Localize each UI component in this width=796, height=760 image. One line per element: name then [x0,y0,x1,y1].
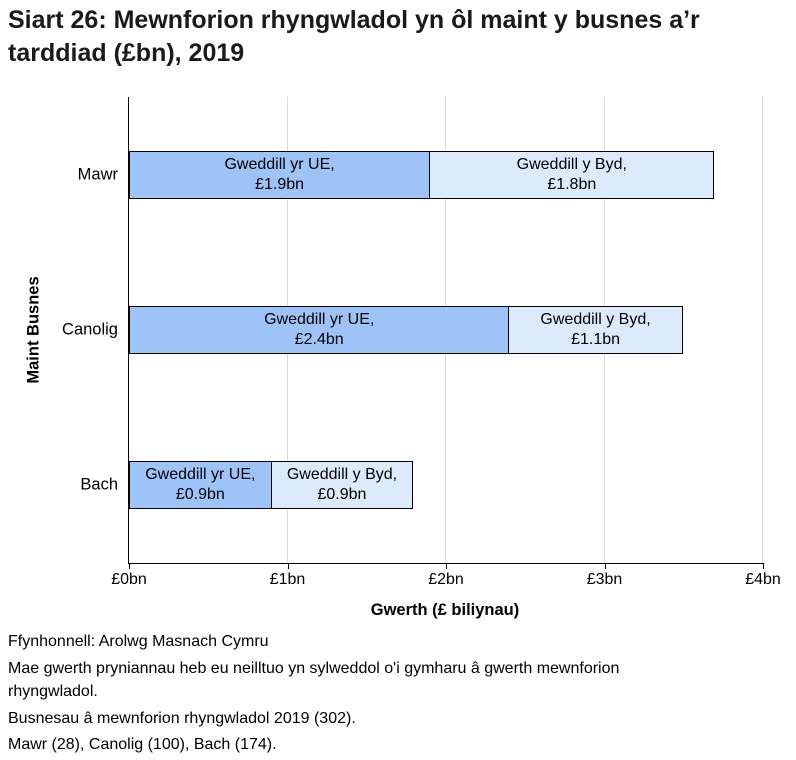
footnotes [8,630,790,760]
bar-segment-gweddill-y-byd-bach [271,461,414,509]
bar-segment-gweddill-yr-ue-canolig [129,306,509,354]
plot-area [111,97,781,588]
footnote-line: Ffynhonnell: Arolwg Masnach Cymru [8,633,269,650]
footnote-line: Mawr (28), Canolig (100), Bach (174). [8,736,277,753]
bar-row-bach [129,461,763,509]
category-label-canolig: Canolig [62,320,118,339]
bar-segment-gweddill-yr-ue-bach [129,461,272,509]
bar-segment-series-label: Gweddill y Byd, [540,311,651,329]
x-axis-title: Gwerth (£ biliynau) [370,601,520,619]
footnote-line: rhyngwladol. [8,683,98,700]
footnote-line: Mae gwerth pryniannau heb eu neilltuo yn sylweddol o'i gymharu â gwerth mewnforion [8,659,620,677]
bar-row-mawr [129,151,763,199]
footnote-2 [8,657,790,704]
bar-segment-value-label: £0.9bn [175,486,225,504]
bar-segment-series-label: Gweddill y Byd, [286,466,398,484]
x-axis-tick-label-3: £3bn [586,571,623,588]
x-axis-tick-0 [129,563,130,569]
bar-segment-value-label: £1.1bn [571,331,621,349]
footnote-4 [8,733,790,757]
bar-segment-series-label: Gweddill yr UE, [264,311,375,329]
y-axis-labels [0,97,128,563]
x-axis-tick-2 [446,563,447,569]
bar-segment-value-label: £2.4bn [294,331,344,349]
bar-segment-series-label: Gweddill y Byd, [516,155,627,173]
bar-row-canolig [129,306,763,354]
y-axis-title: Maint Busnes [24,276,43,384]
bar-segment-series-label: Gweddill yr UE, [145,466,256,484]
bar-segment-gweddill-y-byd-mawr [429,151,714,199]
x-axis-tick-label-1: £1bn [269,571,306,588]
x-axis-tick-label-2: £2bn [428,571,464,588]
x-axis-tick-4 [763,563,764,569]
bar-segment-series-label: Gweddill yr UE, [224,155,335,173]
chart-title: Siart 26: Mewnforion rhyngwladol yn ôl maint y busnes a’r tarddiad (£bn), 2019 [8,6,700,67]
bar-segment-value-label: £0.9bn [317,486,367,504]
footnote-1 [8,630,790,654]
bar-segment-gweddill-y-byd-canolig [508,306,682,354]
footnote-3 [8,707,790,731]
category-label-mawr: Mawr [77,165,118,184]
x-axis-tick-label-4: £4bn [745,571,781,588]
x-axis-tick-3 [605,563,606,569]
category-label-bach: Bach [80,475,118,494]
bar-segment-value-label: £1.9bn [255,175,305,193]
footnote-line: Busnesau â mewnforion rhyngwladol 2019 (302). [8,709,356,727]
x-axis-tick-label-0: £0bn [111,571,147,588]
bar-segment-value-label: £1.8bn [547,175,597,193]
x-axis-tick-1 [288,563,289,569]
bar-segment-gweddill-yr-ue-mawr [129,151,430,199]
